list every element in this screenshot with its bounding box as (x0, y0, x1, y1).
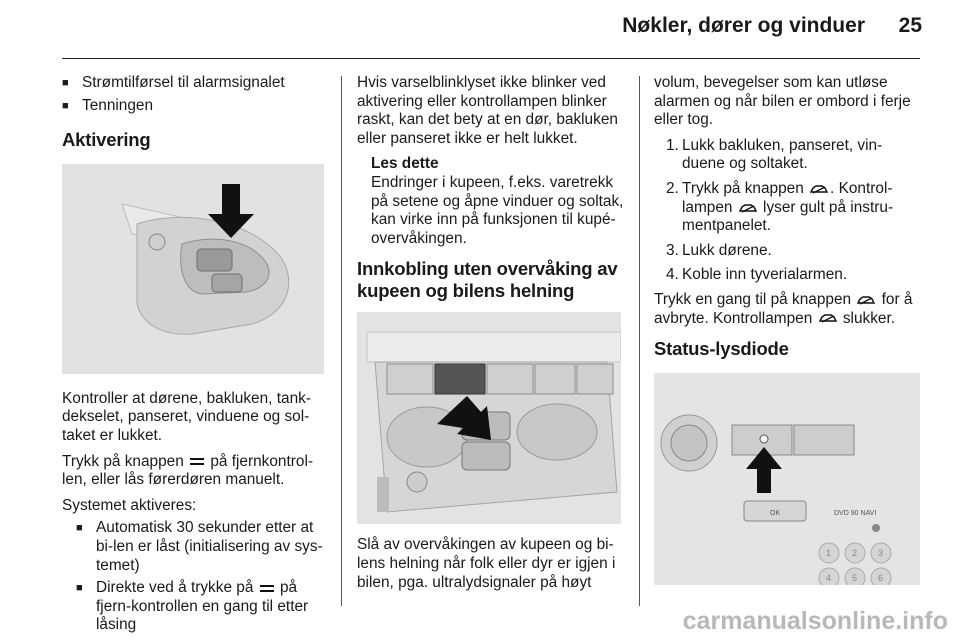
lock-button-icon (190, 458, 204, 465)
column-2 (357, 74, 625, 599)
keypad-key: 1 (826, 547, 832, 558)
paragraph: Trykk en gang til på knappen for å avbryte. Kontrollampen slukker. (654, 290, 913, 327)
key-fob-image (62, 164, 324, 374)
column-divider (639, 76, 640, 606)
status-led-illustration (654, 373, 920, 585)
page-number: 25 (898, 14, 922, 37)
paragraph: Hvis varselblinklyset ikke blinker ved aktivering eller kontrollampen blinker raskt, kan det bety at en dør, bakluken eller panseret ikke er helt lukket. (357, 74, 618, 147)
step-item: 3. Lukk dørene. (666, 241, 772, 259)
car-monitor-icon (739, 203, 757, 213)
note-text: Endringer i kupeen, f.eks. varetrekk på setene og åpne vinduer og soltak, kan virke inn på funksjonen til kupé-overvåkingen. (371, 173, 624, 247)
lock-button-icon (260, 585, 274, 592)
keypad-key: 5 (852, 572, 858, 583)
key-fob-illustration (62, 164, 324, 374)
list-item: ■ Tenningen (62, 97, 327, 116)
column-1 (62, 74, 327, 639)
car-monitor-icon (819, 313, 837, 323)
paragraph: Systemet aktiveres: (62, 496, 197, 514)
page-title: Nøkler, dører og vinduer (622, 14, 865, 37)
overhead-console-image (357, 312, 621, 524)
paragraph: Slå av overvåkingen av kupeen og bi-lens helning når folk eller dyr er igjen i bilen, pga. ultralydsignaler på høyt (357, 536, 616, 591)
step-item: 4. Koble inn tyverialarmen. (666, 266, 848, 284)
header-rule (62, 58, 920, 59)
paragraph: Trykk på knappen på fjernkontrol-len, eller lås førerdøren manuelt. (62, 452, 313, 489)
car-monitor-icon (810, 184, 828, 194)
overhead-console-illustration (357, 312, 621, 524)
list-item: ■ Direkte ved å trykke på på fjern-kontrollen en gang til etter låsing (76, 579, 327, 635)
note-box (357, 155, 625, 248)
dashboard-image (654, 373, 920, 585)
paragraph: Kontroller at dørene, bakluken, tank-dekselet, panseret, vinduene og sol-taket er lukket. (62, 389, 311, 444)
ok-label: OK (770, 509, 781, 517)
list-item: ■ Strømtilførsel til alarmsignalet (62, 74, 327, 93)
keypad-key: 2 (852, 547, 858, 558)
paragraph: volum, bevegelser som kan utløse alarmen og når bilen er ombord i ferje eller tog. (654, 74, 911, 129)
column-3 (654, 74, 924, 585)
step-item: 1. Lukk bakluken, panseret, vin-duene og soltaket. (666, 136, 883, 173)
car-monitor-icon (857, 295, 875, 305)
section-title-aktivering: Aktivering (62, 129, 151, 151)
keypad-key: 3 (878, 547, 884, 558)
watermark: carmanualsonline.info (682, 607, 948, 635)
step-item: 2. Trykk på knappen . Kontrol-lampen lyser gult på instru-mentpanelet. (666, 179, 894, 235)
keypad-key: 4 (826, 572, 832, 583)
list-item: ■ Automatisk 30 sekunder etter at bi-len er låst (initialisering av sys-temet) (76, 519, 327, 575)
dvd-label: DVD 90 NAVI (834, 509, 877, 517)
column-divider (341, 76, 342, 606)
section-title-status: Status-lysdiode (654, 338, 789, 360)
section-title-innkobling: Innkobling uten overvåking av kupeen og bilens helning (357, 258, 618, 302)
keypad-key: 6 (878, 572, 884, 583)
note-title: Les dette (371, 155, 439, 173)
